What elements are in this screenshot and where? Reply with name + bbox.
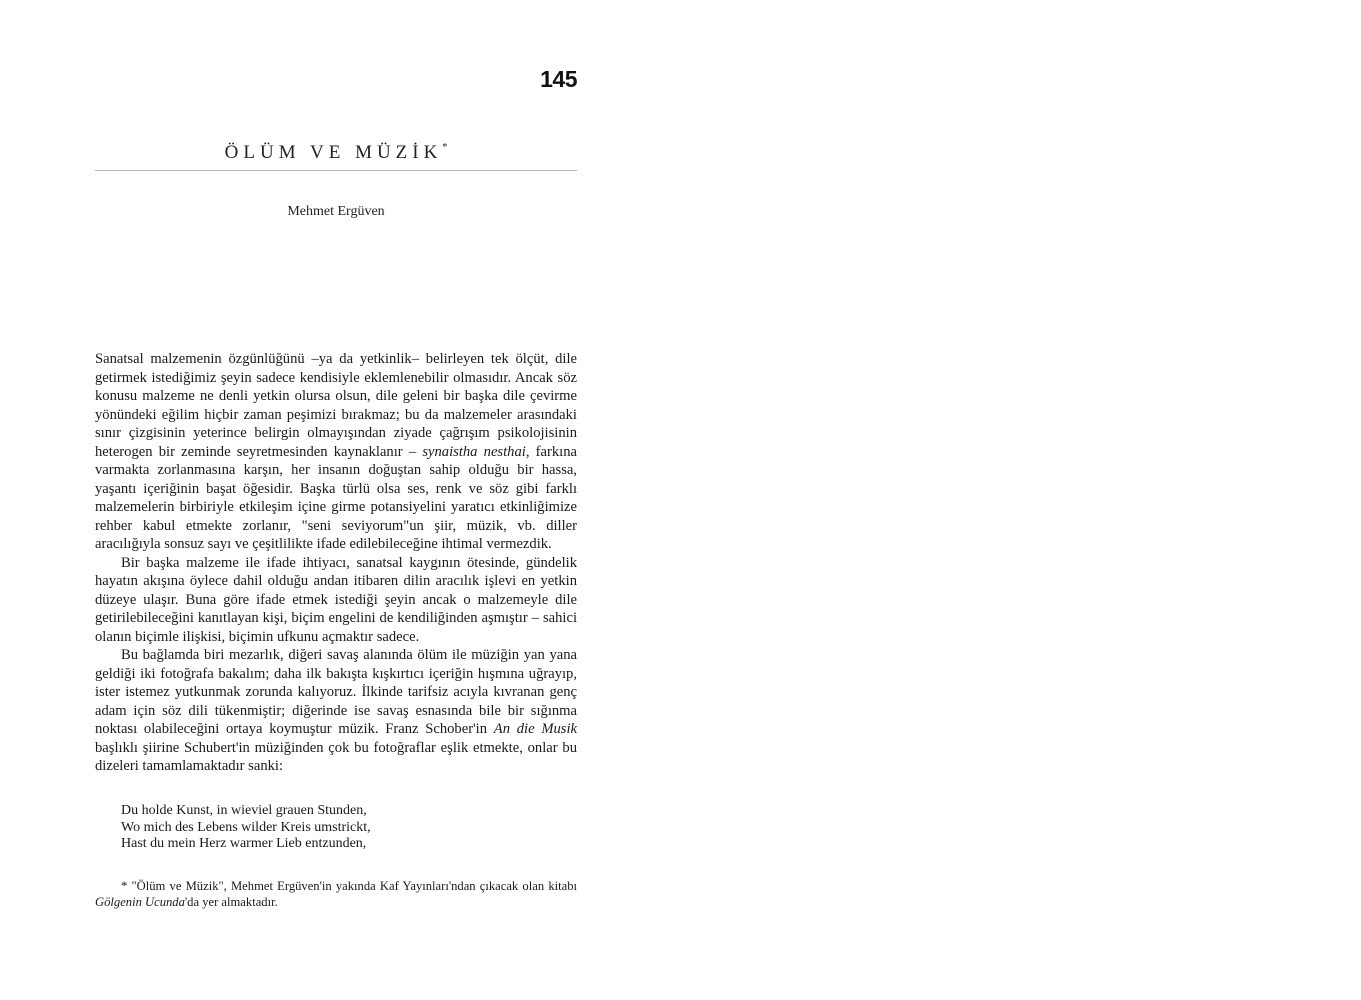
italic-term: synaistha nesthai [422, 443, 526, 460]
document-page [95, 0, 577, 1000]
page-number: 145 [540, 66, 577, 92]
title-divider [95, 170, 577, 171]
author-name: Mehmet Ergüven [287, 204, 385, 219]
paragraph-3: Bu bağlamda biri mezarlık, diğeri savaş alanında ölüm ile müziğin yan yana geldiği iki fotoğrafa bakalım; daha ilk bakışta kışkırtıcı içeriğin hışmına uğrayıp, ister istemez yutkunmak zorunda kalıyoruz. İlkinde tarifsiz acıyla kıvranan genç adam için söz dili tükenmiştir; diğerinde ise savaş esnasında bile bir sığınma noktası olabileceğini ortaya koymuştur müzik. Franz Schober'in An die Musik başlıklı şiirine Schubert'in müziğinden çok bu fotoğraflar eşlik etmekte, onlar bu dizeleri tamamlamaktadır sanki: [95, 647, 577, 774]
footnote-marker: * [442, 142, 448, 153]
paragraph-1: Sanatsal malzemenin özgünlüğünü –ya da yetkinlik– belirleyen tek ölçüt, dile getirmek istediğimiz şeyin sadece kendisiyle eklemlenebilir olmasıdır. Ancak söz konusu malzeme ne denli yetkin olursa olsun, dile geleni bir başka dile çevirme yönündeki eğilim hiçbir zaman peşimizi bırakmaz; bu da malzemeler arasındaki sınır çizgisinin yeterince belirgin olmayışından ziyade çağrışım psikolojisinin heterogen bir zeminde seyretmesinden kaynaklanır – synaistha nesthai, farkına varmakta zorlanmasına karşın, her insanın doğuştan sahip olduğu bir hassa, yaşantı içeriğinin başat öğesidir. Başka türlü olsa ses, renk ve söz gibi farklı malzemelerin birbiriyle etkileşim içine girme potansiyelini yaratıcı etkinliğimize rehber kabul etmekte zorlanır, "seni seviyorum"un şiir, müzik, vb. diller aracılığıyla sonsuz sayı ve çeşitlilikte ifade edilebileceğine ihtimal vermezdik. [95, 351, 577, 552]
italic-poem-title: An die Musik [493, 721, 577, 737]
poem-line: Hast du mein Herz warmer Lieb entzunden, [121, 836, 367, 851]
footnote: * "Ölüm ve Müzik", Mehmet Ergüven'in yakında Kaf Yayınları'ndan çıkacak olan kitabı Gölgenin Ucunda'da yer almaktadır. [95, 879, 577, 909]
article-title-text: ÖLÜM VE MÜZİK [224, 142, 443, 163]
italic-book-title: Gölgenin Ucunda [95, 894, 185, 909]
poem-quote [121, 803, 371, 853]
poem-line: Wo mich des Lebens wilder Kreis umstrickt, [121, 819, 371, 835]
paragraph-2: Bir başka malzeme ile ifade ihtiyacı, sanatsal kaygının ötesinde, gündelik hayatın akışına öylece dahil olduğu andan itibaren dilin aracılık işlevi en yetkin düzeye ulaşır. Buna göre ifade etmek istediği şeyin ancak o malzemeyle dile getirilebileceğini kanıtlayan kişi, biçim engelini de kendiliğinden aşmıştır – sahici olanın biçimle ilişkisi, biçimin ufkunu açmaktır sadece. [95, 554, 577, 645]
article-body [95, 350, 577, 776]
article-title [95, 142, 577, 164]
poem-line: Du holde Kunst, in wieviel grauen Stunden, [121, 803, 367, 818]
